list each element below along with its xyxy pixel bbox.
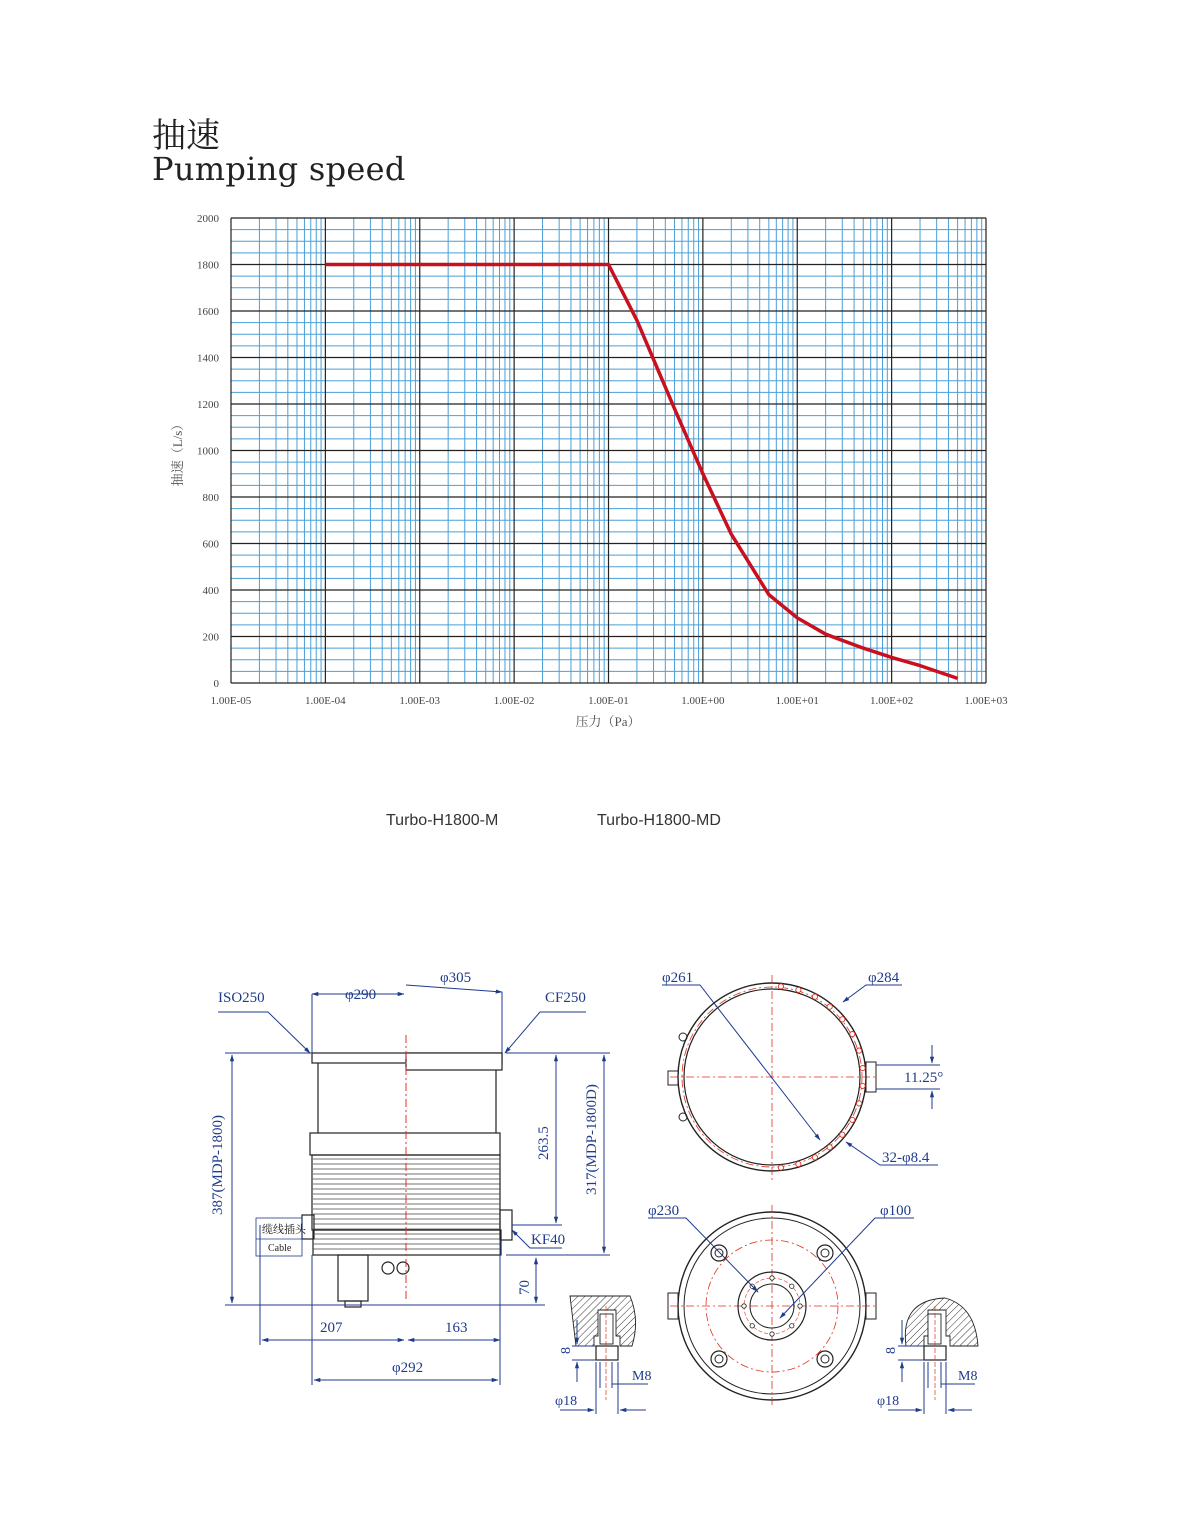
inner-bolt-hole xyxy=(790,1284,794,1288)
model-label-m: Turbo-H1800-M xyxy=(386,812,499,829)
dim-d284: φ284 xyxy=(868,970,900,986)
bolt-hole xyxy=(812,1155,817,1160)
y-tick-label: 1000 xyxy=(197,445,219,458)
x-tick-label: 1.00E-03 xyxy=(399,695,441,707)
y-tick-label: 0 xyxy=(213,678,219,690)
x-tick-label: 1.00E-05 xyxy=(210,695,252,707)
bolt-hole xyxy=(840,1132,845,1137)
dim-d18-right: φ18 xyxy=(877,1394,900,1409)
bolt-hole xyxy=(857,1048,862,1053)
x-tick-label: 1.00E-01 xyxy=(588,695,629,707)
bolt-hole xyxy=(850,1032,855,1037)
y-tick-label: 600 xyxy=(202,538,219,551)
y-tick-label: 400 xyxy=(202,585,219,597)
dim-h317: 317(MDP-1800D) xyxy=(584,1084,600,1195)
bolt-hole xyxy=(778,1165,783,1170)
dim-d290: φ290 xyxy=(345,987,377,1003)
inner-bolt-hole xyxy=(770,1276,774,1280)
inner-bolt-hole xyxy=(798,1304,802,1308)
bolt-hole xyxy=(812,994,817,999)
x-tick-label: 1.00E+03 xyxy=(964,695,1008,707)
bolt-hole xyxy=(827,1145,832,1150)
x-tick-label: 1.00E-04 xyxy=(305,695,346,707)
dim-d230: φ230 xyxy=(648,1203,680,1219)
thread-m8-right: M8 xyxy=(958,1369,978,1384)
cable-label-cn: 缆线插头 xyxy=(262,1224,306,1236)
x-tick-label: 1.00E+00 xyxy=(681,695,725,707)
dim-d292: φ292 xyxy=(392,1360,424,1376)
dim-angle: 11.25° xyxy=(904,1070,944,1086)
bolt-hole xyxy=(778,984,783,989)
bolt-hole xyxy=(850,1117,855,1122)
dim-h263: 263.5 xyxy=(536,1126,552,1160)
y-tick-label: 1600 xyxy=(197,306,219,318)
y-tick-label: 800 xyxy=(202,492,219,504)
x-tick-label: 1.00E-02 xyxy=(493,695,535,707)
bolt-hole xyxy=(796,987,801,992)
y-tick-label: 2000 xyxy=(197,213,219,225)
dim-8-right: 8 xyxy=(884,1347,899,1354)
dim-d18-left: φ18 xyxy=(555,1394,578,1409)
iso250-label: ISO250 xyxy=(218,990,265,1006)
upper-body xyxy=(310,1133,500,1155)
bolt-hole xyxy=(840,1017,845,1022)
page-title-english: Pumping speed xyxy=(152,150,406,188)
pump-side-view xyxy=(302,1053,512,1307)
inner-bolt-hole xyxy=(750,1324,754,1328)
inner-bolt-hole xyxy=(770,1332,774,1336)
dim-d261: φ261 xyxy=(662,970,694,986)
dim-h387: 387(MDP-1800) xyxy=(210,1115,226,1215)
x-axis-label: 压力（Pa） xyxy=(575,714,641,729)
bolt-detail-right xyxy=(905,1298,978,1400)
bottom-stem xyxy=(338,1255,368,1301)
y-tick-label: 1800 xyxy=(197,259,219,272)
y-tick-label: 200 xyxy=(202,631,219,644)
dim-w163: 163 xyxy=(445,1320,468,1336)
kf40-label: KF40 xyxy=(531,1232,566,1248)
dim-8-left: 8 xyxy=(559,1347,574,1354)
thread-m8-left: M8 xyxy=(632,1369,652,1384)
cable-label-en: Cable xyxy=(268,1243,292,1254)
dim-d305: φ305 xyxy=(440,970,472,986)
dim-h70: 70 xyxy=(517,1280,533,1295)
cf250-label: CF250 xyxy=(545,990,586,1006)
inner-bolt-hole xyxy=(790,1324,794,1328)
y-tick-label: 1200 xyxy=(197,399,219,411)
x-tick-label: 1.00E+02 xyxy=(870,695,914,707)
dim-d100: φ100 xyxy=(880,1203,912,1219)
model-label-md: Turbo-H1800-MD xyxy=(597,812,721,829)
bolt-hole xyxy=(857,1101,862,1106)
x-tick-label: 1.00E+01 xyxy=(775,695,819,707)
inner-bolt-hole xyxy=(742,1304,746,1308)
dim-holes: 32-φ8.4 xyxy=(882,1150,930,1166)
bolt-hole xyxy=(827,1004,832,1009)
page-title-chinese: 抽速 xyxy=(152,116,220,156)
bolt-hole xyxy=(860,1066,865,1071)
dim-w207: 207 xyxy=(320,1320,343,1336)
y-axis-label: 抽速（L/s） xyxy=(170,417,185,487)
bolt-hole xyxy=(860,1083,865,1088)
bolt-hole xyxy=(796,1162,801,1167)
y-tick-label: 1400 xyxy=(197,352,219,365)
kf40-port xyxy=(500,1210,512,1240)
bottom-view xyxy=(668,1205,876,1405)
